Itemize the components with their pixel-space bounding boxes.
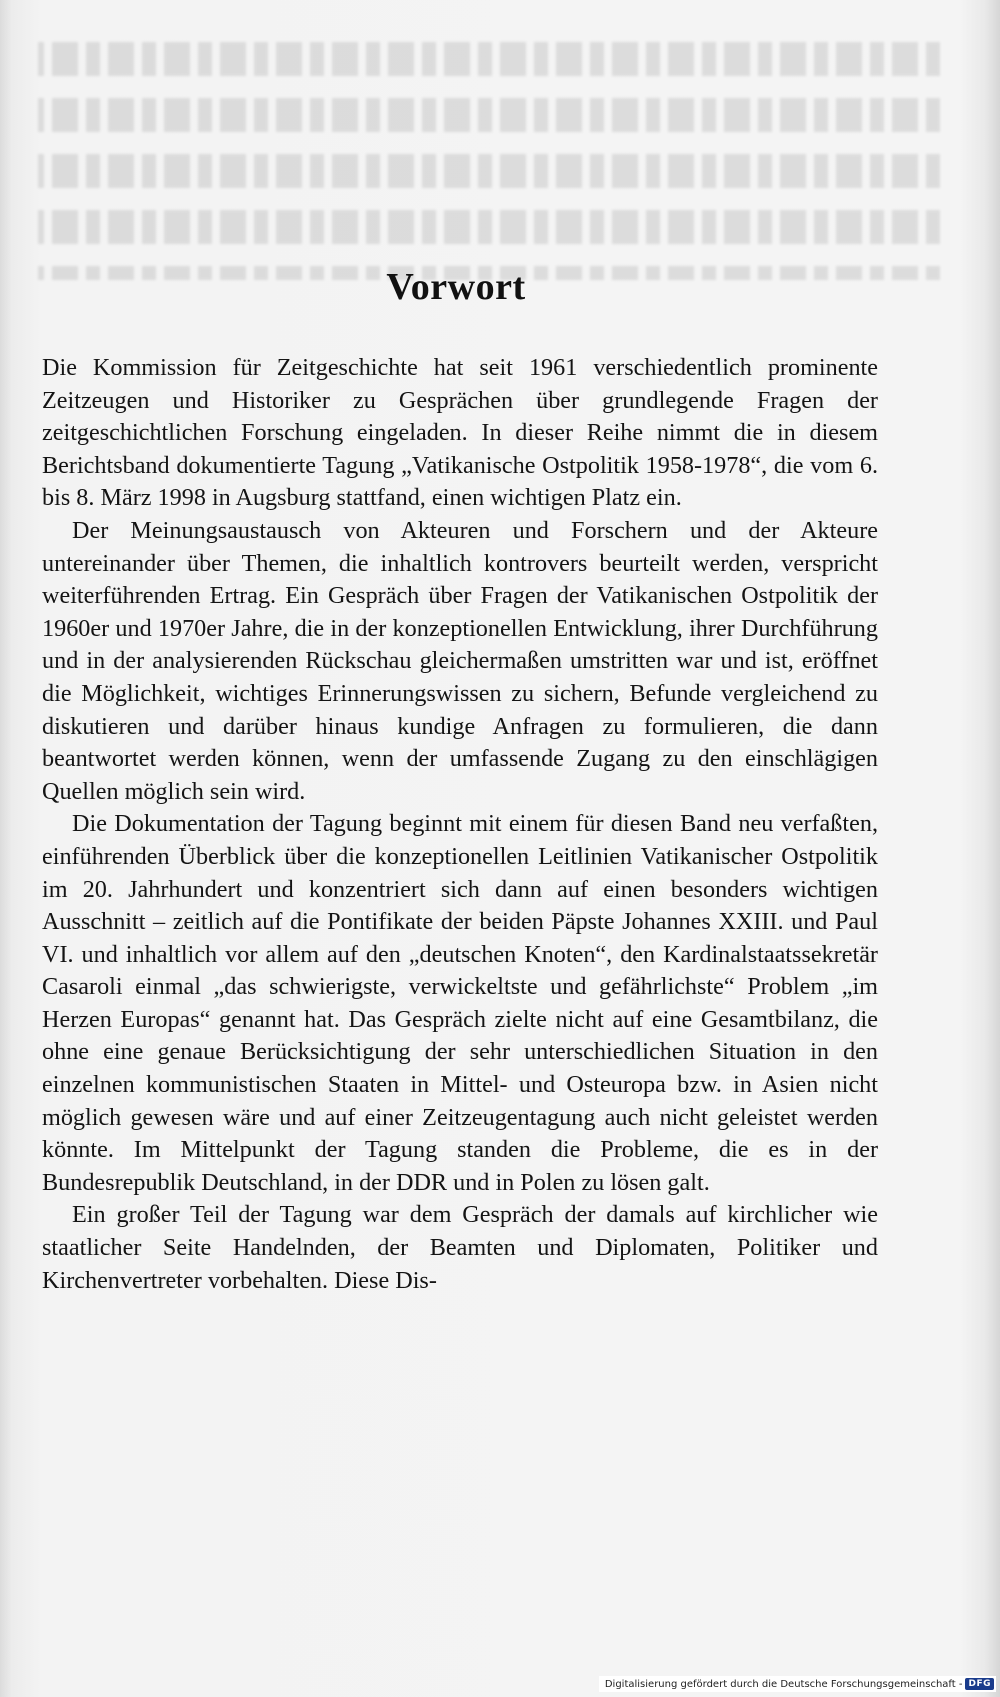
dfg-logo-icon: DFG: [965, 1678, 994, 1690]
bleed-through-text: [0, 30, 1000, 280]
paragraph-1: Die Kommission für Zeitgeschichte hat seit 1961 verschiedentlich prominente Zeitzeugen und Historiker zu Gesprächen über grundlegende Fragen der zeitgeschichtlichen Forschung eingeladen. In dieser Reihe nimmt die in diesem Berichtsband dokumentierte Tagung „Vatikanische Ostpolitik 1958-1978“, die vom 6. bis 8. März 1998 in Augsburg stattfand, einen wichtigen Platz ein.: [42, 354, 878, 512]
paragraph-2: Der Meinungsaustausch von Akteuren und Forschern und der Akteure untereinander über Themen, die inhaltlich kontrovers beurteilt werden, verspricht weiterführenden Ertrag. Ein Gespräch über Fragen der Vatikanischen Ostpolitik der 1960er und 1970er Jahre, die in der konzeptionellen Entwicklung, ihrer Durchführung und in der analysierenden Rückschau gleichermaßen umstritten war und ist, eröffnet die Möglichkeit, wichtiges Erinnerungswissen zu sichern, Befunde vergleichend zu diskutieren und darüber hinaus kundige Anfragen zu formulieren, die dann beantwortet werden können, wenn der umfassende Zugang zu den einschlägigen Quellen möglich sein wird.: [42, 516, 878, 805]
credit-text: Digitalisierung gefördert durch die Deutsche Forschungsgemeinschaft -: [604, 1678, 963, 1690]
paragraph-4: Ein großer Teil der Tagung war dem Gespräch der damals auf kirchlicher wie staatlicher Seite Handelnden, der Beamten und Diplomaten, Politiker und Kirchenvertreter vorbehalten. Diese Dis-: [42, 1201, 878, 1294]
body-text: [42, 352, 878, 1297]
page-title: Vorwort: [386, 266, 526, 309]
digitization-credit: [599, 1676, 996, 1692]
paragraph-3: Die Dokumentation der Tagung beginnt mit einem für diesen Band neu verfaßten, einführenden Überblick über die konzeptionellen Leitlinien Vatikanischer Ostpolitik im 20. Jahrhundert und konzentriert sich dann auf einen besonders wichtigen Ausschnitt – zeitlich auf die Pontifikate der beiden Päpste Johannes XXIII. und Paul VI. und inhaltlich vor allem auf den „deutschen Knoten“, den Kardinalstaatssekretär Casaroli einmal „das schwierigste, verwickeltste und gefährlichste“ Problem „im Herzen Europas“ genannt hat. Das Gespräch zielte nicht auf eine Gesamtbilanz, die ohne eine genaue Berücksichtigung der sehr unterschiedlichen Situation in den einzelnen kommunistischen Staaten in Mittel- und Osteuropa bzw. in Asien nicht möglich gewesen wäre und auf einer Zeitzeugentagung auch nicht geleistet werden könnte. Im Mittelpunkt der Tagung standen die Probleme, die es in der Bundesrepublik Deutschland, in der DDR und in Polen zu lösen galt.: [42, 810, 878, 1196]
